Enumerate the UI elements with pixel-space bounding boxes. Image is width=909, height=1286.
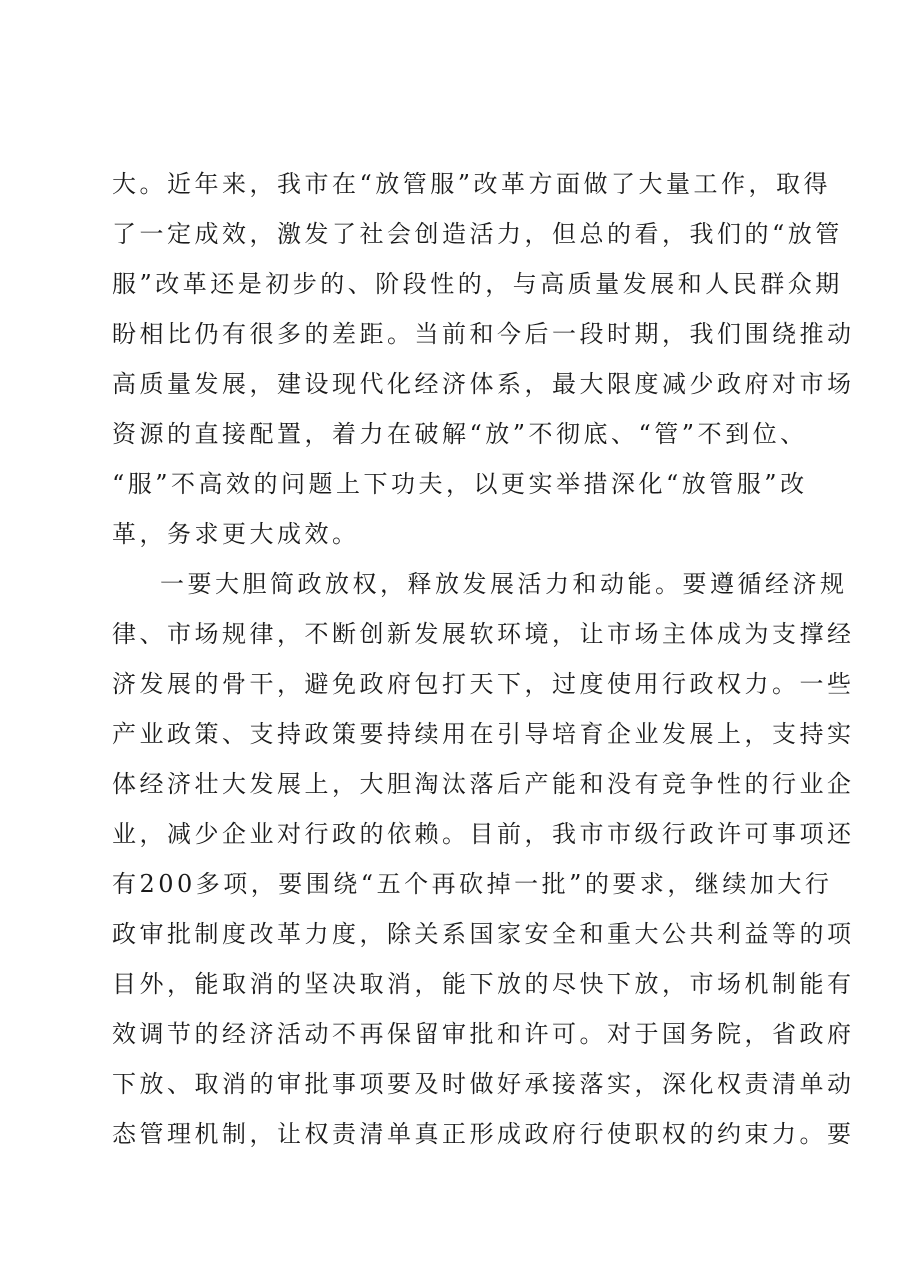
paragraph-line: 业，减少企业对行政的依赖。目前，我市市级行政许可事项还 [112, 820, 855, 848]
paragraph-line: “服”不高效的问题上下功夫，以更实举措深化“放管服”改 [112, 470, 808, 498]
paragraph-line: 服”改革还是初步的、阶段性的，与高质量发展和人民群众期 [112, 270, 843, 298]
paragraph-line: 济发展的骨干，避免政府包打天下，过度使用行政权力。一些 [112, 670, 855, 698]
paragraph-line: 革，务求更大成效。 [112, 520, 360, 548]
paragraph-line: 盼相比仍有很多的差距。当前和今后一段时期，我们围绕推动 [112, 320, 855, 348]
paragraph-line: 产业政策、支持政策要持续用在引导培育企业发展上，支持实 [112, 720, 855, 748]
paragraph-line: 体经济壮大发展上，大胆淘汰落后产能和没有竞争性的行业企 [112, 770, 855, 798]
paragraph-line: 大。近年来，我市在“放管服”改革方面做了大量工作，取得 [112, 170, 832, 198]
paragraph-line: 律、市场规律，不断创新发展软环境，让市场主体成为支撑经 [112, 620, 855, 648]
paragraph-line: 一要大胆简政放权，释放发展活力和动能。要遵循经济规 [160, 570, 848, 598]
paragraph-line: 效调节的经济活动不再保留审批和许可。对于国务院，省政府 [112, 1020, 855, 1048]
paragraph-line: 态管理机制，让权责清单真正形成政府行使职权的约束力。要 [112, 1120, 855, 1148]
paragraph-line: 高质量发展，建设现代化经济体系，最大限度减少政府对市场 [112, 370, 855, 398]
paragraph-line: 目外，能取消的坚决取消，能下放的尽快下放，市场机制能有 [112, 970, 855, 998]
paragraph-line: 下放、取消的审批事项要及时做好承接落实，深化权责清单动 [112, 1070, 855, 1098]
paragraph-line: 资源的直接配置，着力在破解“放”不彻底、“管”不到位、 [112, 420, 808, 448]
paragraph-line: 有200多项，要围绕“五个再砍掉一批”的要求，继续加大行 [112, 870, 833, 898]
paragraph-line: 政审批制度改革力度，除关系国家安全和重大公共利益等的项 [112, 920, 855, 948]
paragraph-line: 了一定成效，激发了社会创造活力，但总的看，我们的“放管 [112, 220, 843, 248]
